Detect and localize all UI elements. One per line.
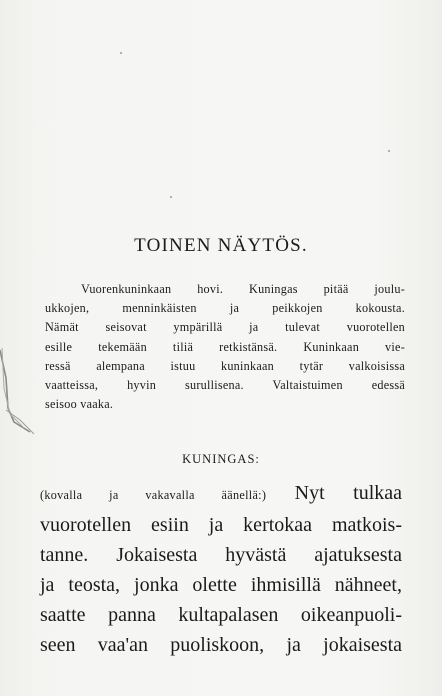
- binding-thread-image: [0, 348, 36, 438]
- act-title: TOINEN NÄYTÖS.: [134, 235, 308, 256]
- paper-speck: [120, 52, 122, 54]
- stage-direction: [45, 280, 405, 414]
- stage-direction-line: vaatteissa, hyvin surullisena. Valtaistuimen edessä: [45, 378, 405, 393]
- speech-line: ja teosta, jonka olette ihmisillä nähneet,: [40, 574, 402, 596]
- speaker-name: KUNINGAS:: [182, 452, 260, 466]
- paper-speck: [388, 150, 390, 152]
- stage-direction-line: esille tekemään tiliä retkistänsä. Kuninkaan vie-: [45, 339, 405, 354]
- speech-text: Nyt tulkaa: [294, 482, 403, 504]
- speech-line: vuorotellen esiin ja kertokaa matkois-: [40, 514, 402, 536]
- stage-direction-line: seisoo vaaka.: [45, 397, 114, 412]
- stage-direction-line: ressä alempana istuu kuninkaan tytär valkoisissa: [45, 358, 405, 373]
- stage-direction-line: ukkojen, menninkäisten ja peikkojen kokousta.: [45, 301, 405, 316]
- speech-direction: (kovalla ja vakavalla äänellä:): [40, 488, 267, 502]
- stage-direction-line: Nämät seisovat ympärillä ja tulevat vuorotellen: [45, 320, 405, 335]
- speech-line: saatte panna kultapalasen oikeanpuoli-: [40, 604, 402, 626]
- speech-line: seen vaa'an puoliskoon, ja jokaisesta: [40, 634, 402, 656]
- paper-speck: [170, 196, 172, 198]
- stage-direction-line: Vuorenkuninkaan hovi. Kuningas pitää joulu-: [81, 282, 405, 296]
- speech-block: [40, 478, 402, 660]
- speech-line: [40, 478, 402, 510]
- speech-line: tanne. Jokaisesta hyvästä ajatuksesta: [40, 544, 402, 566]
